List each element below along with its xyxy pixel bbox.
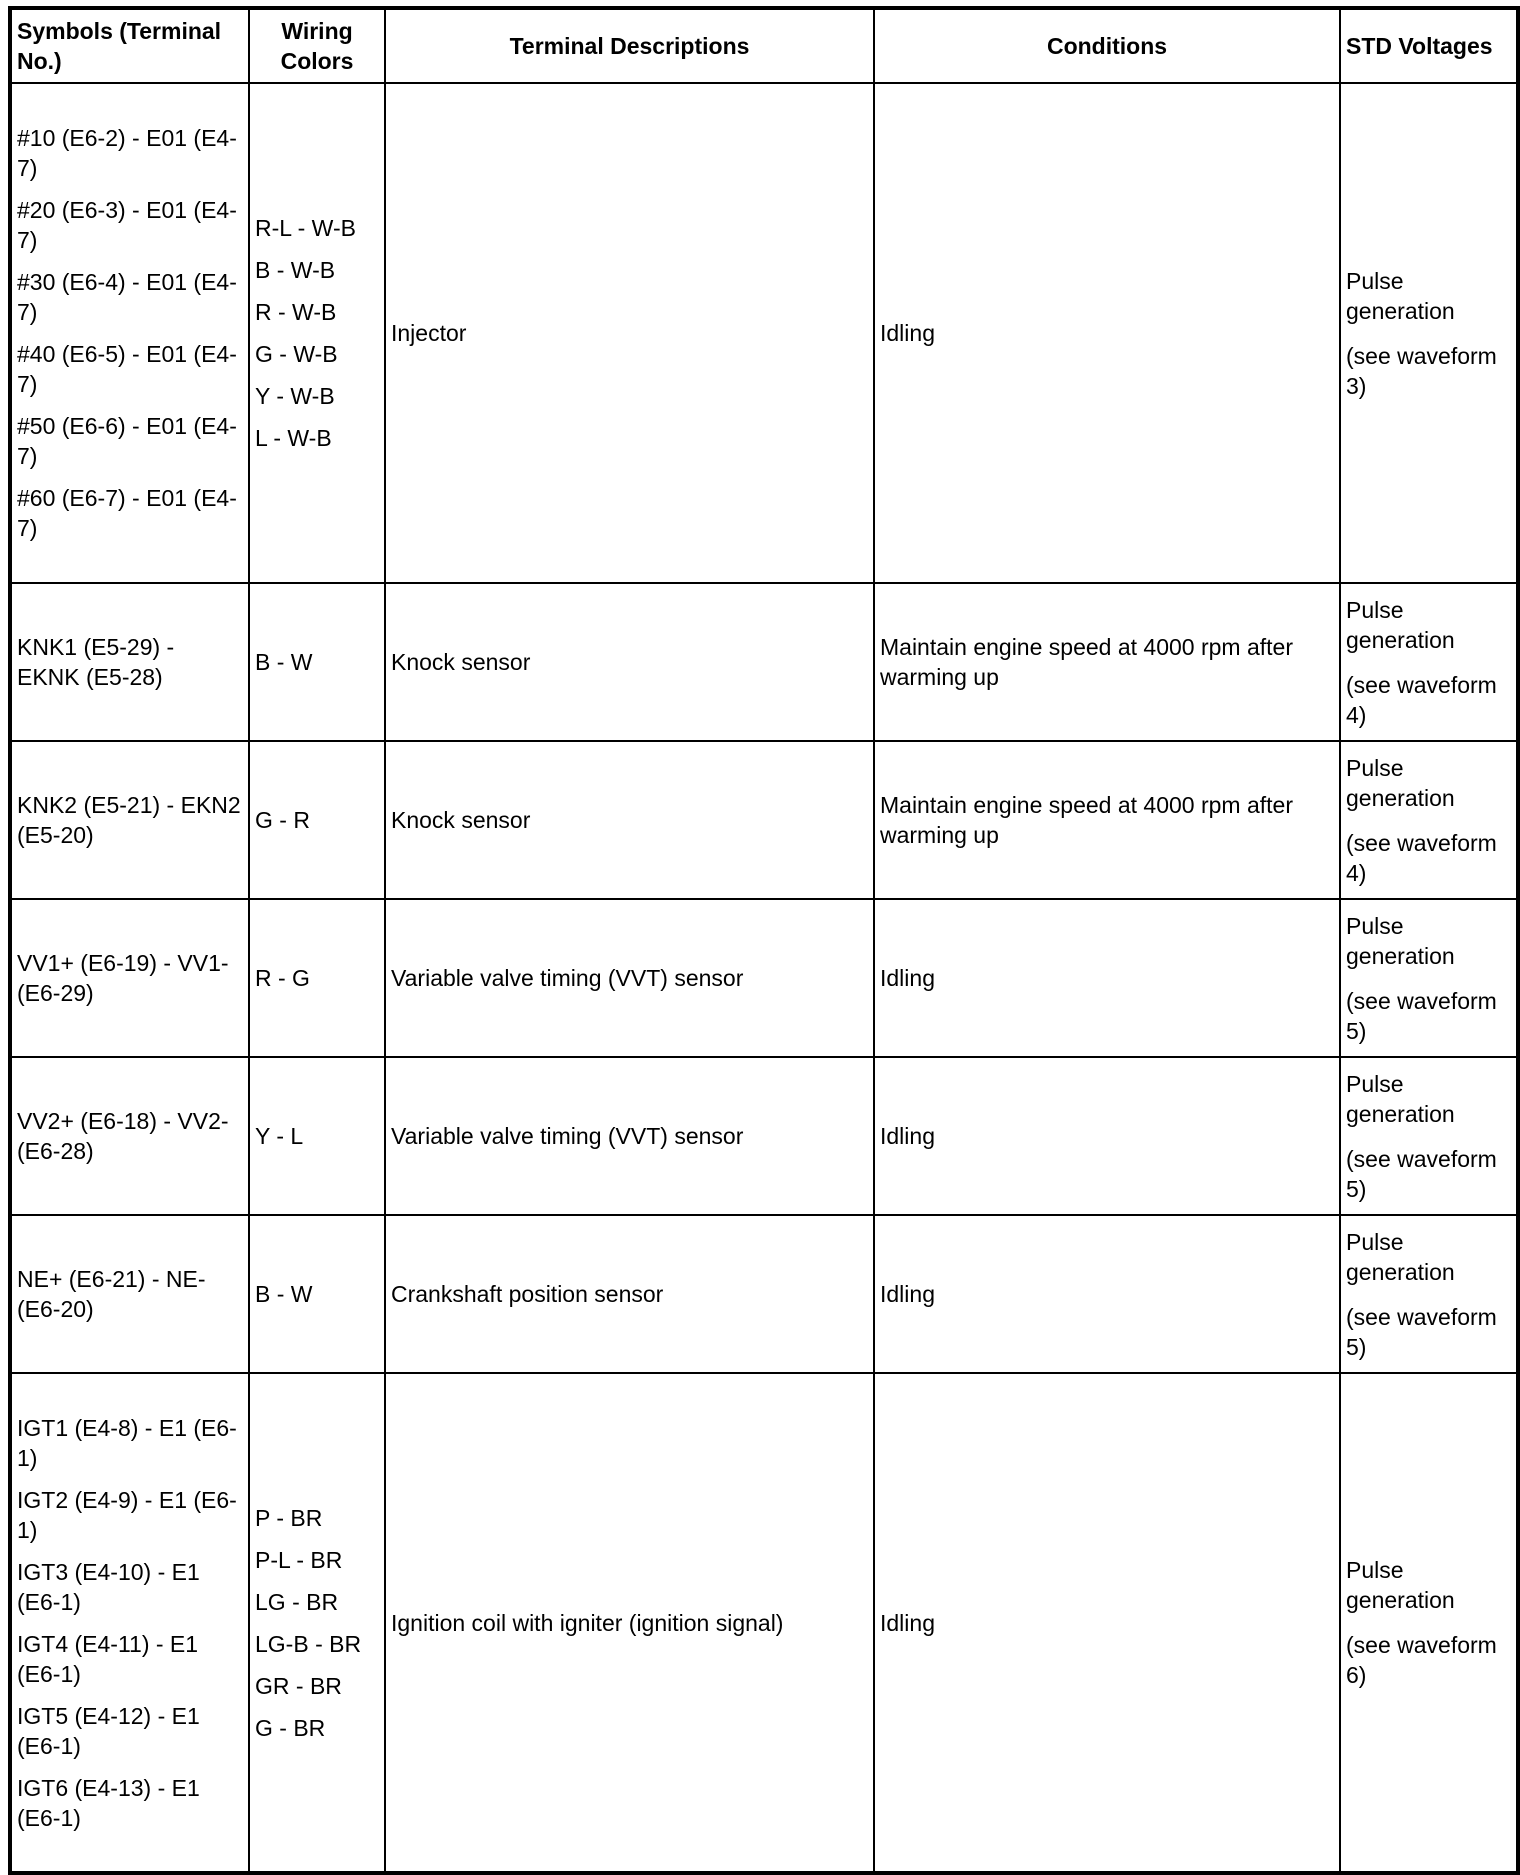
terminal-symbol: #60 (E6-7) - E01 (E4-7) <box>17 485 237 541</box>
wiring-colors-cell <box>249 83 385 583</box>
terminal-symbol: #30 (E6-4) - E01 (E4-7) <box>17 269 237 325</box>
voltage-pulse: Pulse generation <box>1346 1070 1455 1127</box>
terminal-symbol: IGT1 (E4-8) - E1 (E6-1) <box>17 1414 237 1471</box>
std-voltage-cell <box>1340 899 1518 1057</box>
symbols-cell <box>10 83 249 583</box>
condition-cell: Idling <box>874 83 1340 583</box>
terminal-symbol: #40 (E6-5) - E01 (E4-7) <box>17 341 237 397</box>
terminal-symbol: IGT5 (E4-12) - E1 (E6-1) <box>17 1702 200 1759</box>
wire-color: GR - BR <box>255 1672 342 1699</box>
terminal-symbol: IGT6 (E4-13) - E1 (E6-1) <box>17 1774 200 1831</box>
voltage-pulse: Pulse generation <box>1346 596 1455 653</box>
description-cell: Injector <box>385 83 874 583</box>
wire-color: P-L - BR <box>255 1546 343 1573</box>
condition-cell: Maintain engine speed at 4000 rpm after warming up <box>874 741 1340 899</box>
terminal-symbol: #10 (E6-2) - E01 (E4-7) <box>17 125 237 181</box>
wire-color: B - W-B <box>255 257 336 283</box>
symbols-cell: VV1+ (E6-19) - VV1- (E6-29) <box>10 899 249 1057</box>
symbols-cell: NE+ (E6-21) - NE- (E6-20) <box>10 1215 249 1373</box>
voltage-waveform-ref: (see waveform 5) <box>1346 1303 1497 1360</box>
voltage-pulse: Pulse generation <box>1346 1228 1455 1285</box>
header-terminal-descriptions: Terminal Descriptions <box>385 8 874 83</box>
std-voltage-cell <box>1340 83 1518 583</box>
terminal-symbol: IGT2 (E4-9) - E1 (E6-1) <box>17 1486 237 1543</box>
symbols-cell: VV2+ (E6-18) - VV2- (E6-28) <box>10 1057 249 1215</box>
header-wiring-colors: Wiring Colors <box>249 8 385 83</box>
description-cell: Knock sensor <box>385 741 874 899</box>
terminal-symbol: IGT4 (E4-11) - E1 (E6-1) <box>17 1630 199 1687</box>
voltage-waveform-ref: (see waveform 5) <box>1346 987 1497 1044</box>
wiring-colors-cell <box>249 1373 385 1873</box>
header-conditions: Conditions <box>874 8 1340 83</box>
description-cell: Knock sensor <box>385 583 874 741</box>
voltage-waveform-ref: (see waveform 3) <box>1346 342 1497 399</box>
voltage-pulse: Pulse generation <box>1346 267 1455 324</box>
wiring-colors-cell: B - W <box>249 583 385 741</box>
terminal-symbol: IGT3 (E4-10) - E1 (E6-1) <box>17 1558 200 1615</box>
wire-color: R - W-B <box>255 299 337 325</box>
table-row <box>10 741 1518 899</box>
wiring-colors-cell: R - G <box>249 899 385 1057</box>
table-row <box>10 1215 1518 1373</box>
voltage-pulse: Pulse generation <box>1346 1557 1455 1613</box>
condition-cell: Maintain engine speed at 4000 rpm after warming up <box>874 583 1340 741</box>
terminal-voltage-table <box>8 6 1520 1875</box>
symbols-cell: KNK1 (E5-29) - EKNK (E5-28) <box>10 583 249 741</box>
wire-color: G - W-B <box>255 341 338 367</box>
wiring-colors-cell: Y - L <box>249 1057 385 1215</box>
description-cell: Variable valve timing (VVT) sensor <box>385 899 874 1057</box>
wire-color: P - BR <box>255 1504 323 1531</box>
voltage-waveform-ref: (see waveform 6) <box>1346 1632 1497 1688</box>
table-row <box>10 1373 1518 1873</box>
description-cell: Crankshaft position sensor <box>385 1215 874 1373</box>
wire-color: Y - W-B <box>255 383 335 409</box>
table-row <box>10 1057 1518 1215</box>
symbols-cell <box>10 1373 249 1873</box>
header-row <box>10 8 1518 83</box>
header-std-voltages: STD Voltages <box>1340 8 1518 83</box>
wire-color: LG-B - BR <box>255 1630 362 1657</box>
wiring-colors-cell: G - R <box>249 741 385 899</box>
symbols-cell: KNK2 (E5-21) - EKN2 (E5-20) <box>10 741 249 899</box>
std-voltage-cell <box>1340 741 1518 899</box>
voltage-waveform-ref: (see waveform 4) <box>1346 671 1497 728</box>
voltage-waveform-ref: (see waveform 5) <box>1346 1145 1497 1202</box>
std-voltage-cell <box>1340 1373 1518 1873</box>
condition-cell: Idling <box>874 899 1340 1057</box>
condition-cell: Idling <box>874 1057 1340 1215</box>
std-voltage-cell <box>1340 1215 1518 1373</box>
wire-color: G - BR <box>255 1714 326 1741</box>
terminal-symbol: #20 (E6-3) - E01 (E4-7) <box>17 197 237 253</box>
table-row <box>10 899 1518 1057</box>
table-row <box>10 583 1518 741</box>
wire-color: L - W-B <box>255 425 332 451</box>
description-cell: Ignition coil with igniter (ignition signal) <box>385 1373 874 1873</box>
voltage-waveform-ref: (see waveform 4) <box>1346 829 1497 886</box>
std-voltage-cell <box>1340 1057 1518 1215</box>
wire-color: LG - BR <box>255 1588 339 1615</box>
condition-cell: Idling <box>874 1215 1340 1373</box>
wiring-colors-cell: B - W <box>249 1215 385 1373</box>
table-row <box>10 83 1518 583</box>
std-voltage-cell <box>1340 583 1518 741</box>
condition-cell: Idling <box>874 1373 1340 1873</box>
terminal-symbol: #50 (E6-6) - E01 (E4-7) <box>17 413 237 469</box>
voltage-pulse: Pulse generation <box>1346 912 1455 969</box>
header-symbols: Symbols (Terminal No.) <box>10 8 249 83</box>
wire-color: R-L - W-B <box>255 215 356 241</box>
description-cell: Variable valve timing (VVT) sensor <box>385 1057 874 1215</box>
voltage-pulse: Pulse generation <box>1346 754 1455 811</box>
